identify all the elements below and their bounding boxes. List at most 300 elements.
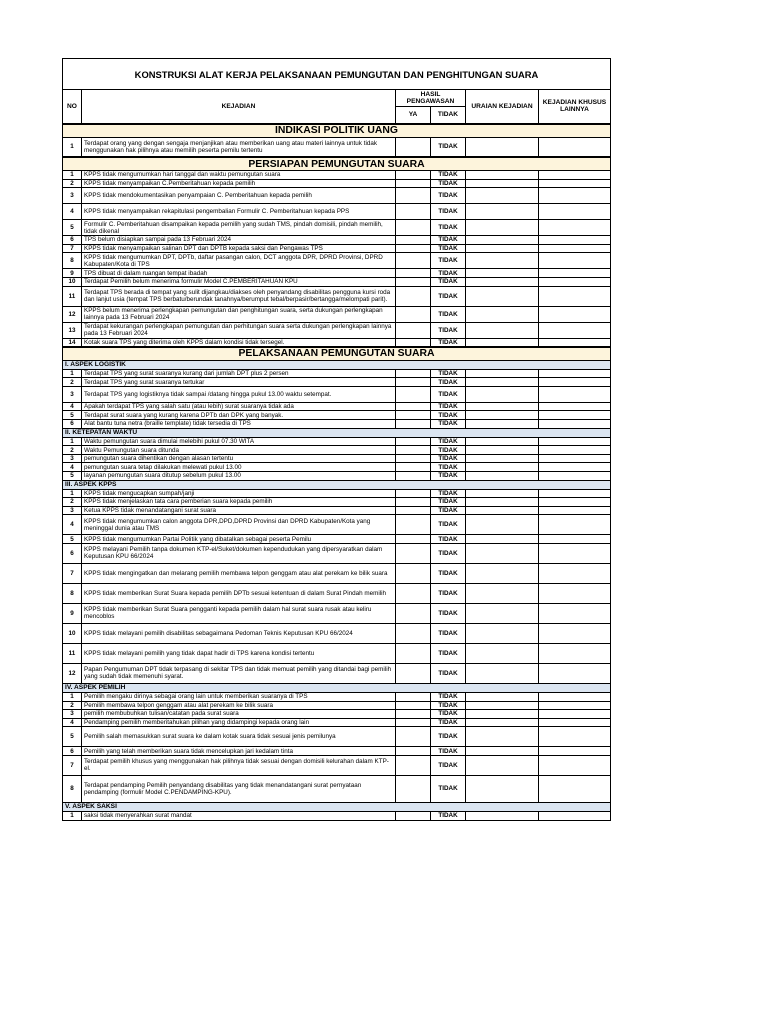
row-tidak: TIDAK [431,583,466,603]
row-tidak: TIDAK [431,775,466,802]
row-uraian [466,489,539,498]
row-number: 6 [63,236,82,245]
table-row [63,386,611,402]
row-tidak: TIDAK [431,563,466,583]
row-number: 4 [63,204,82,220]
row-uraian [466,269,539,278]
row-ya [396,506,431,515]
row-khusus [539,472,611,481]
row-kejadian: TPS belum disiapkan sampai pada 13 Februari 2024 [82,236,396,245]
row-khusus [539,269,611,278]
row-ya [396,603,431,623]
row-khusus [539,204,611,220]
row-uraian [466,137,539,157]
table-row [63,506,611,515]
table-row [63,535,611,544]
row-kejadian: pemungutan suara tetap dilakukan melewati pukul 13.00 [82,463,396,472]
row-ya [396,663,431,683]
section-header [63,347,611,361]
row-kejadian: Kotak suara TPS yang diterima oleh KPPS dalam kondisi tidak tersegel. [82,338,396,347]
row-kejadian: KPPS tidak menyampaikan C.Pemberitahuan kepada pemilih [82,179,396,188]
row-khusus [539,643,611,663]
row-ya [396,498,431,507]
row-ya [396,643,431,663]
row-uraian [466,472,539,481]
table-row [63,137,611,157]
aspect-header [63,360,611,369]
table-row [63,498,611,507]
table-row [63,369,611,378]
header-tidak: TIDAK [431,107,466,124]
row-uraian [466,643,539,663]
row-uraian [466,747,539,756]
row-tidak: TIDAK [431,386,466,402]
row-uraian [466,811,539,820]
row-khusus [539,338,611,347]
row-ya [396,583,431,603]
row-uraian [466,204,539,220]
row-ya [396,489,431,498]
row-khusus [539,378,611,387]
row-khusus [539,463,611,472]
table-row [63,583,611,603]
table-row [63,718,611,727]
row-khusus [539,188,611,204]
row-kejadian: Terdapat Pemilih belum menerima formulir Model C.PEMBERITAHUAN KPU [82,277,396,286]
row-tidak: TIDAK [431,489,466,498]
row-number: 1 [63,692,82,701]
table-row [63,623,611,643]
row-number: 3 [63,454,82,463]
row-uraian [466,515,539,535]
row-ya [396,269,431,278]
row-tidak: TIDAK [431,710,466,719]
row-kejadian: KPPS melayani Pemilih tanpa dokumen KTP-el/Suket/dokumen kependudukan yang dipersyaratkan dalam Keputusan KPU 66/2024 [82,543,396,563]
row-uraian [466,437,539,446]
row-kejadian: KPPS tidak menyampaikan salinan DPT dan DPTB kepada saksi dan Pengawas TPS [82,244,396,253]
row-ya [396,463,431,472]
row-number: 14 [63,338,82,347]
header-row [63,90,611,107]
table-row [63,378,611,387]
row-tidak: TIDAK [431,498,466,507]
row-number: 4 [63,718,82,727]
row-ya [396,188,431,204]
row-ya [396,204,431,220]
row-kejadian: KPPS tidak mengumumkan DPT, DPTb, daftar pasangan calon, DCT anggota DPR, DPRD Provinsi, DPRD Kabupaten/Kota di TPS [82,253,396,269]
row-khusus [539,179,611,188]
row-uraian [466,463,539,472]
table-row [63,188,611,204]
table-row [63,179,611,188]
row-ya [396,811,431,820]
row-uraian [466,535,539,544]
row-uraian [466,179,539,188]
row-ya [396,179,431,188]
row-kejadian: Terdapat TPS yang surat suaranya kurang dari jumlah DPT plus 2 persen [82,369,396,378]
aspect-title: I. ASPEK LOGISTIK [63,360,611,369]
header-ya: YA [396,107,431,124]
aspect-header [63,480,611,489]
row-ya [396,338,431,347]
row-ya [396,244,431,253]
row-uraian [466,402,539,411]
row-kejadian: Pemilih mengaku dirinya sebagai orang lain untuk memberikan suaranya di TPS [82,692,396,701]
row-uraian [466,718,539,727]
row-tidak: TIDAK [431,137,466,157]
form-table-body [63,59,611,821]
row-kejadian: Waktu Pemungutan suara ditunda [82,446,396,455]
row-khusus [539,489,611,498]
row-uraian [466,710,539,719]
row-ya [396,775,431,802]
table-row [63,692,611,701]
row-kejadian: Papan Pengumuman DPT tidak terpasang di sekitar TPS dan tidak memuat pemilih yang ditandai bagi pemilih yang sudah tidak memenuhi syarat. [82,663,396,683]
row-uraian [466,506,539,515]
row-khusus [539,236,611,245]
row-number: 3 [63,188,82,204]
row-tidak: TIDAK [431,244,466,253]
row-uraian [466,244,539,253]
row-kejadian: KPPS tidak mengumumkan calon anggota DPR,DPD,DPRD Provinsi dan DPRD Kabupaten/Kota yang meninggal dunia atau TMS [82,515,396,535]
table-row [63,515,611,535]
header-kejadian-khusus: KEJADIAN KHUSUS LAINNYA [539,90,611,124]
row-ya [396,727,431,747]
aspect-header [63,428,611,437]
row-tidak: TIDAK [431,378,466,387]
row-khusus [539,446,611,455]
row-kejadian: Terdapat kekurangan perlengkapan pemungutan dan perhitungan suara serta dukungan perlengkapan lainnya pada 13 Februari 2024 [82,322,396,338]
row-ya [396,386,431,402]
row-tidak: TIDAK [431,535,466,544]
row-kejadian: pemungutan suara dihentikan dengan alasan tertentu [82,454,396,463]
row-uraian [466,236,539,245]
row-kejadian: layanan pemungutan suara ditutup sebelum pukul 13.00 [82,472,396,481]
row-number: 5 [63,727,82,747]
row-khusus [539,171,611,180]
row-tidak: TIDAK [431,253,466,269]
row-khusus [539,306,611,322]
row-kejadian: saksi tidak menyerahkan surat mandat [82,811,396,820]
table-row [63,727,611,747]
row-kejadian: KPPS tidak menyampaikan rekapitulasi pengembalian Formulir C. Pemberitahuan kepada PPS [82,204,396,220]
row-number: 9 [63,603,82,623]
row-khusus [539,454,611,463]
table-row [63,472,611,481]
row-number: 9 [63,269,82,278]
table-row [63,454,611,463]
row-tidak: TIDAK [431,306,466,322]
section-header [63,157,611,171]
row-tidak: TIDAK [431,603,466,623]
row-ya [396,472,431,481]
row-ya [396,137,431,157]
row-kejadian: TPS dibuat di dalam ruangan tempat ibadah [82,269,396,278]
row-kejadian: KPPS tidak melayani pemilih yang tidak dapat hadir di TPS karena kondisi tertentu [82,643,396,663]
table-row [63,543,611,563]
row-uraian [466,253,539,269]
row-uraian [466,306,539,322]
row-tidak: TIDAK [431,338,466,347]
row-kejadian: Terdapat TPS yang surat suaranya tertukar [82,378,396,387]
row-kejadian: KPPS tidak melayani pemilih disabilitas sebagaimana Pedoman Teknis Keputusan KPU 66/2024 [82,623,396,643]
row-ya [396,710,431,719]
row-tidak: TIDAK [431,472,466,481]
row-uraian [466,603,539,623]
aspect-header [63,683,611,692]
row-tidak: TIDAK [431,543,466,563]
table-row [63,244,611,253]
form-table [62,58,611,821]
aspect-title: II. KETEPATAN WAKTU [63,428,611,437]
row-number: 2 [63,378,82,387]
row-khusus [539,220,611,236]
table-row [63,236,611,245]
aspect-title: V. ASPEK SAKSI [63,802,611,811]
row-khusus [539,515,611,535]
row-number: 1 [63,137,82,157]
row-tidak: TIDAK [431,437,466,446]
row-kejadian: Ketua KPPS tidak menandatangani surat suara [82,506,396,515]
row-ya [396,563,431,583]
row-uraian [466,701,539,710]
row-tidak: TIDAK [431,643,466,663]
row-ya [396,446,431,455]
aspect-header [63,802,611,811]
section-title: PELAKSANAAN PEMUNGUTAN SUARA [63,347,611,361]
row-khusus [539,137,611,157]
row-ya [396,378,431,387]
row-tidak: TIDAK [431,446,466,455]
row-uraian [466,338,539,347]
row-tidak: TIDAK [431,811,466,820]
table-row [63,701,611,710]
row-khusus [539,727,611,747]
row-kejadian: Formulir C. Pemberitahuan disampaikan kepada pemilih yang sudah TMS, pindah domisili, pindah memilih, tidak dikenal [82,220,396,236]
row-tidak: TIDAK [431,463,466,472]
table-row [63,663,611,683]
row-ya [396,220,431,236]
row-ya [396,171,431,180]
row-khusus [539,386,611,402]
row-number: 6 [63,543,82,563]
row-tidak: TIDAK [431,718,466,727]
table-row [63,277,611,286]
row-number: 1 [63,369,82,378]
row-kejadian: KPPS tidak memberikan Surat Suara kepada pemilih DPTb sesuai ketentuan di dalam Surat Pindah memilih [82,583,396,603]
row-khusus [539,244,611,253]
row-tidak: TIDAK [431,369,466,378]
row-khusus [539,411,611,420]
row-tidak: TIDAK [431,663,466,683]
row-number: 11 [63,286,82,306]
row-tidak: TIDAK [431,286,466,306]
row-uraian [466,727,539,747]
row-uraian [466,420,539,429]
row-ya [396,701,431,710]
row-khusus [539,506,611,515]
row-kejadian: Pendamping pemilih memberitahukan pilihan yang didampingi kepada orang lain [82,718,396,727]
row-uraian [466,171,539,180]
table-row [63,411,611,420]
row-khusus [539,563,611,583]
row-tidak: TIDAK [431,623,466,643]
row-uraian [466,386,539,402]
row-ya [396,437,431,446]
row-khusus [539,583,611,603]
row-khusus [539,710,611,719]
row-tidak: TIDAK [431,701,466,710]
row-kejadian: KPPS tidak mengucapkan sumpah/janji [82,489,396,498]
table-row [63,747,611,756]
row-kejadian: pemilih membubuhkan tulisan/catatan pada surat suara [82,710,396,719]
row-ya [396,755,431,775]
row-ya [396,306,431,322]
row-number: 5 [63,535,82,544]
row-uraian [466,755,539,775]
row-kejadian: Alat bantu tuna netra (braille template) tidak tersedia di TPS [82,420,396,429]
row-number: 4 [63,402,82,411]
row-khusus [539,402,611,411]
row-number: 10 [63,277,82,286]
row-tidak: TIDAK [431,402,466,411]
row-khusus [539,277,611,286]
row-number: 8 [63,775,82,802]
row-ya [396,718,431,727]
table-row [63,755,611,775]
row-khusus [539,701,611,710]
row-khusus [539,420,611,429]
row-number: 7 [63,244,82,253]
row-number: 5 [63,411,82,420]
table-row [63,603,611,623]
row-ya [396,253,431,269]
row-number: 1 [63,171,82,180]
row-ya [396,747,431,756]
row-number: 7 [63,755,82,775]
row-kejadian: Terdapat pemilih khusus yang menggunakan hak pilihnya tidak sesuai dengan domisili kelurahan dalam KTP-el. [82,755,396,775]
table-row [63,710,611,719]
row-number: 10 [63,623,82,643]
row-kejadian: Apakah terdapat TPS yang salah satu (atau lebih) surat suaranya tidak ada [82,402,396,411]
table-row [63,286,611,306]
row-number: 3 [63,386,82,402]
table-row [63,775,611,802]
table-row [63,563,611,583]
row-uraian [466,220,539,236]
row-number: 6 [63,747,82,756]
title-row [63,59,611,90]
table-row [63,437,611,446]
row-tidak: TIDAK [431,220,466,236]
row-number: 12 [63,663,82,683]
row-ya [396,623,431,643]
row-tidak: TIDAK [431,411,466,420]
row-uraian [466,454,539,463]
row-tidak: TIDAK [431,277,466,286]
row-uraian [466,411,539,420]
row-kejadian: Terdapat TPS yang logistiknya tidak sampai /datang hingga pukul 13.00 waktu setempat. [82,386,396,402]
row-khusus [539,663,611,683]
table-row [63,253,611,269]
row-tidak: TIDAK [431,179,466,188]
row-ya [396,692,431,701]
row-kejadian: KPPS tidak menjelaskan tata cara pemberian suara kepada pemilih [82,498,396,507]
row-kejadian: Terdapat TPS berada di tempat yang sulit dijangkau/diakses oleh penyandang disabilitas pengguna kursi roda dan lanjut usia (tempat TPS berbatu/berundak tanahnya/berumput tebal/berpasir/bertangga/melompati parit). [82,286,396,306]
row-tidak: TIDAK [431,171,466,180]
table-row [63,269,611,278]
row-kejadian: KPPS tidak mengingatkan dan melarang pemilih membawa telpon genggam atau alat perekam ke bilik suara [82,563,396,583]
row-kejadian: KPPS tidak memberikan Surat Suara pengganti kepada pemilih dalam hal surat suara rusak atau keliru mencoblos [82,603,396,623]
row-tidak: TIDAK [431,188,466,204]
row-khusus [539,253,611,269]
row-tidak: TIDAK [431,322,466,338]
row-number: 5 [63,220,82,236]
row-number: 1 [63,437,82,446]
row-tidak: TIDAK [431,269,466,278]
row-number: 2 [63,179,82,188]
row-khusus [539,498,611,507]
row-uraian [466,775,539,802]
table-row [63,322,611,338]
row-kejadian: Waktu pemungutan suara dimulai melebihi pukul 07.30 WITA [82,437,396,446]
row-number: 1 [63,811,82,820]
row-kejadian: Pemilih yang telah memberikan suara tidak mencelupkan jari kedalam tinta [82,747,396,756]
header-uraian-kejadian: URAIAN KEJADIAN [466,90,539,124]
row-ya [396,543,431,563]
table-row [63,338,611,347]
header-no: NO [63,90,82,124]
row-uraian [466,378,539,387]
row-tidak: TIDAK [431,755,466,775]
table-row [63,402,611,411]
row-ya [396,322,431,338]
row-uraian [466,369,539,378]
row-number: 11 [63,643,82,663]
aspect-title: IV. ASPEK PEMILIH [63,683,611,692]
row-khusus [539,322,611,338]
row-khusus [539,623,611,643]
row-kejadian: KPPS tidak mendokumentasikan penyampaian C. Pemberitahuan kepada pemilih [82,188,396,204]
aspect-title: III. ASPEK KPPS [63,480,611,489]
row-kejadian: Terdapat orang yang dengan sengaja menjanjikan atau memberikan uang atau materi lainnya untuk tidak menggunakan hak pilihnya atau memilih peserta pemilu tertentu [82,137,396,157]
row-number: 3 [63,710,82,719]
table-row [63,171,611,180]
row-number: 1 [63,489,82,498]
row-khusus [539,603,611,623]
row-number: 2 [63,498,82,507]
row-khusus [539,755,611,775]
row-tidak: TIDAK [431,236,466,245]
row-uraian [466,498,539,507]
row-kejadian: Pemilih salah memasukkan surat suara ke dalam kotak suara tidak sesuai jenis pemilunya [82,727,396,747]
row-khusus [539,811,611,820]
row-kejadian: KPPS tidak mengumumkan hari tanggal dan waktu pemungutan suara [82,171,396,180]
row-uraian [466,277,539,286]
row-kejadian: Terdapat pendamping Pemilih penyandang disabilitas yang tidak menandatangani surat pernyataan pendamping (formulir Model C.PENDAMPING-KPU). [82,775,396,802]
row-ya [396,369,431,378]
row-uraian [466,286,539,306]
header-hasil-pengawasan: HASIL PENGAWASAN [396,90,466,107]
row-ya [396,277,431,286]
row-number: 2 [63,701,82,710]
table-row [63,463,611,472]
row-kejadian: KPPS belum menerima perlengkapan pemungutan dan penghitungan suara, serta dukungan perlengkapan lainnya pada 13 Februari 2024 [82,306,396,322]
row-number: 4 [63,515,82,535]
row-uraian [466,663,539,683]
row-ya [396,411,431,420]
row-khusus [539,369,611,378]
